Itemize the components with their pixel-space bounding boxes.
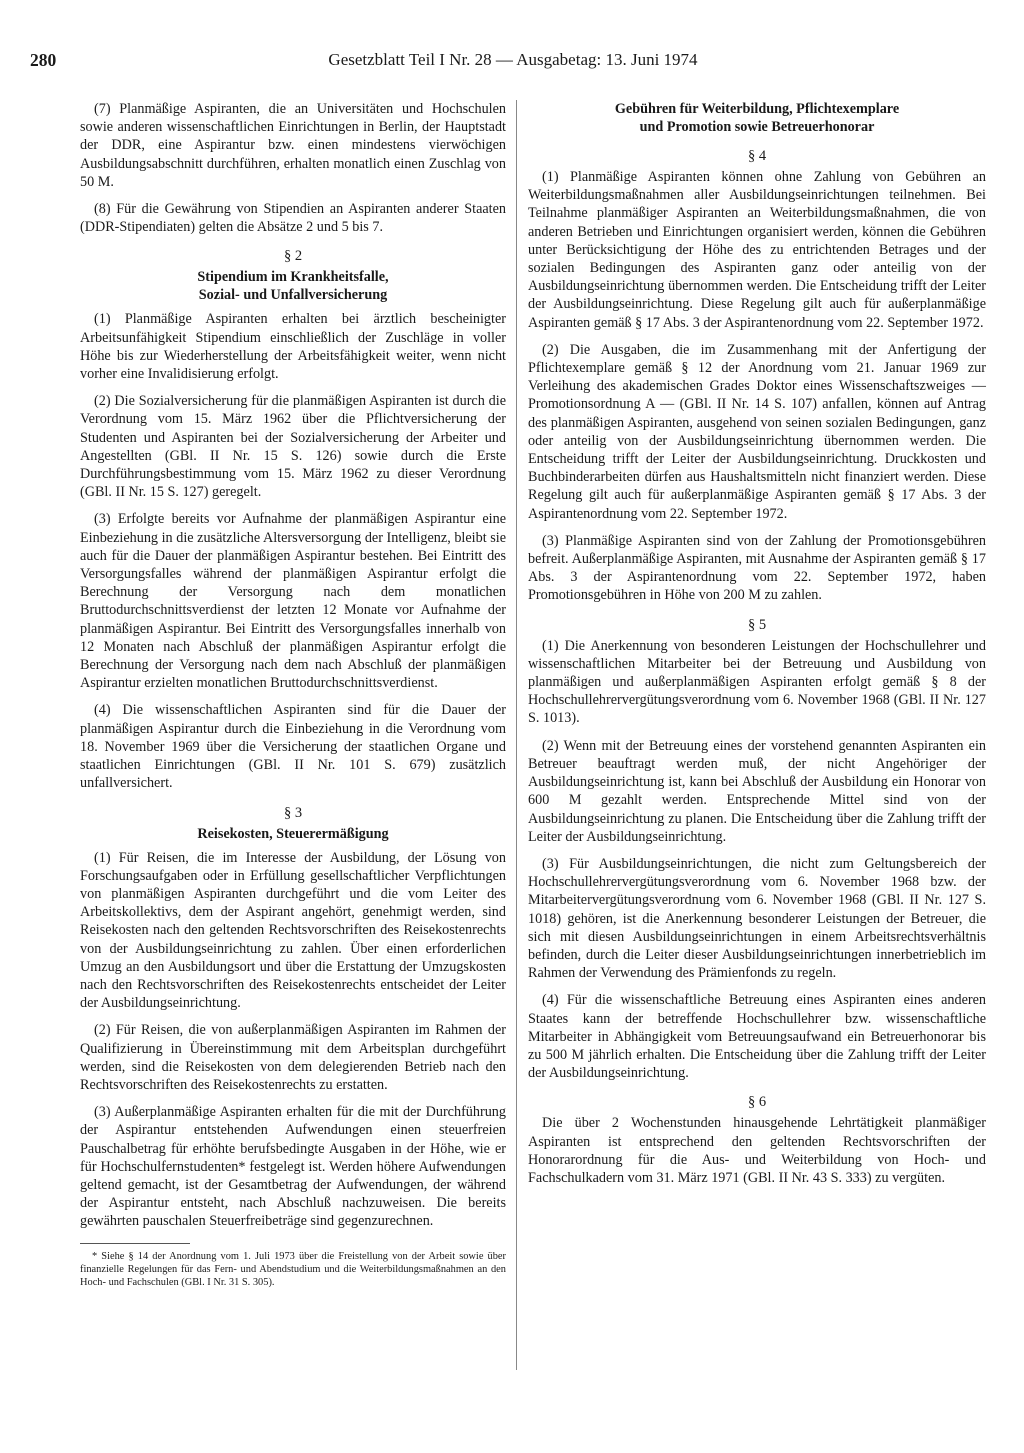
column-divider [516, 100, 517, 1370]
section-2-title [80, 268, 506, 304]
paragraph-6-1: Die über 2 Wochenstunden hinausgehende Lehrtätigkeit planmäßiger Aspiranten ist entsprechend den geltenden Rechtsvorschriften der Honorarordnung für die Aus- und Weiterbildung von Hoch- und Fachschulkadern vom 31. März 1971 (GBl. II Nr. 43 S. 333) zu vergüten. [528, 1115, 986, 1186]
paragraph-1-7: (7) Planmäßige Aspiranten, die an Universitäten und Hochschulen sowie anderen wissenschaftlichen Einrichtungen in Berlin, der Hauptstadt der DDR, eine Aspirantur bzw. einen mindestens vierwöchigen Ausbildungsabschnitt durchführen, erhalten monatlich einen Zuschlag von 50 M. [80, 101, 506, 190]
footnote-separator [80, 1243, 190, 1244]
footnote: * Siehe § 14 der Anordnung vom 1. Juli 1973 über die Freistellung von der Arbeit sowie über finanzielle Regelungen für das Fern- und Abendstudium und die Weiterbildungsmaßnahmen an den Hoch- und Fachschulen (GBl. I Nr. 31 S. 305). [80, 1250, 506, 1288]
paragraph-1-8: (8) Für die Gewährung von Stipendien an Aspiranten anderer Staaten (DDR-Stipendiaten) gelten die Absätze 2 und 5 bis 7. [80, 201, 506, 236]
right-heading-line-1: Gebühren für Weiterbildung, Pflichtexemplare [614, 101, 900, 117]
section-5-number: § 5 [747, 616, 767, 633]
right-column [528, 100, 986, 1196]
section-2-number: § 2 [283, 248, 303, 265]
section-3-number: § 3 [283, 804, 303, 821]
right-heading [528, 100, 986, 136]
paragraph-5-3: (3) Für Ausbildungseinrichtungen, die nicht zum Geltungsbereich der Hochschullehrervergütungsverordnung vom 6. November 1968 bzw. der Mitarbeitervergütungsverordnung vom 6. November 1968 (GBl. II Nr. 127 S. 1018) gehören, ist die Anerkennung besonderer Leistungen der Betreuer, die sich mit diesen Ausbildungseinrichtungen in einem Arbeitsrechtsverhältnis befinden, durch die Leiter dieser Ausbildungseinrichtungen innerbetrieblich im Rahmen der Verwendung des Prämienfonds zu regeln. [528, 855, 986, 982]
paragraph-2-1: (1) Planmäßige Aspiranten erhalten bei ärztlich bescheinigter Arbeitsunfähigkeit Stipendium einschließlich der Zuschläge in voller Höhe bis zur Wiederherstellung der Arbeitsfähigkeit weiter, wenn nicht vorher eine Invalidisierung erfolgt. [80, 311, 506, 383]
paragraph-5-2: (2) Wenn mit der Betreuung eines der vorstehend genannten Aspiranten ein Betreuer beauftragt werden muß, der nicht Angehöriger der Ausbildungseinrichtung ist, kann bei Abschluß der Ausbildung ein Honorar von 600 M gezahlt werden. Entsprechende Mittel sind von der Ausbildungseinrichtung zu planen. Die Entscheidung über die Zahlung trifft der Leiter der Ausbildungseinrichtung. [528, 737, 986, 845]
page-number: 280 [30, 50, 57, 70]
paragraph-3-2: (2) Für Reisen, die von außerplanmäßigen Aspiranten im Rahmen der Qualifizierung in Übereinstimmung mit dem Arbeitsplan durchgeführt werden, sind die Reisekosten von dem delegierenden Betrieb nach den Rechtsvorschriften des Reisekostenrechts zu erstatten. [80, 1022, 506, 1093]
right-heading-line-2: und Promotion sowie Betreuerhonorar [639, 119, 875, 135]
paragraph-2-4: (4) Die wissenschaftlichen Aspiranten sind für die Dauer der planmäßigen Aspirantur durch die Einbeziehung in die Verordnung vom 18. November 1969 über die Versicherung der staatlichen Organe und staatlichen Einrichtungen (GBl. II Nr. 101 S. 679) zusätzlich unfallversichert. [80, 702, 506, 792]
paragraph-5-1: (1) Die Anerkennung von besonderen Leistungen der Hochschullehrer und wissenschaftlichen Mitarbeiter bei der Betreuung und Ausbildung von planmäßigen und außerplanmäßigen Aspiranten erfolgt gemäß § 8 der Hochschullehrervergütungsverordnung vom 6. November 1968 (GBl. II Nr. 127 S. 1013). [528, 637, 986, 727]
paragraph-4-2: (2) Die Ausgaben, die im Zusammenhang mit der Anfertigung der Pflichtexemplare gemäß § 12 der Anordnung vom 21. Januar 1969 zur Verleihung des akademischen Grades Doktor eines Wissenschaftszweiges — Promotionsordnung A — (GBl. II Nr. 14 S. 107) anfallen, können auf Antrag des planmäßigen Aspiranten, ausgehend von seinen sozialen Bedingungen, ganz oder anteilig von der Ausbildungseinrichtung übernommen werden. Die Entscheidung trifft der Leiter der Ausbildungseinrichtung. Druckkosten und Buchbinderarbeiten dürfen aus Haushaltsmitteln nicht finanziert werden. Diese Regelung gilt auch für außerplanmäßige Aspiranten gemäß § 17 Abs. 3 der Aspirantenordnung vom 22. September 1972. [528, 341, 986, 522]
section-6-number: § 6 [747, 1094, 767, 1111]
section-3-title: Reisekosten, Steuerermäßigung [197, 825, 389, 842]
paragraph-4-3: (3) Planmäßige Aspiranten sind von der Zahlung der Promotionsgebühren befreit. Außerplanmäßige Aspiranten, mit Ausnahme der Aspiranten gemäß § 17 Abs. 3 der Aspirantenordnung vom 22. September 1972, haben Promotionsgebühren in Höhe von 200 M zu zahlen. [528, 532, 986, 604]
section-2-title-line-2: Sozial- und Unfallversicherung [198, 287, 388, 304]
paragraph-5-4: (4) Für die wissenschaftliche Betreuung eines Aspiranten eines anderen Staates kann der betreffende Hochschullehrer bzw. wissenschaftliche Mitarbeiter in Abhängigkeit vom Betreuungsaufwand ein Betreuerhonorar bis zu 500 M jährlich erhalten. Die Entscheidung über die Zahlung trifft der Leiter der Ausbildungseinrichtung. [528, 992, 986, 1082]
paragraph-4-1: (1) Planmäßige Aspiranten können ohne Zahlung von Gebühren an Weiterbildungsmaßnahmen aller Ausbildungseinrichtungen teilnehmen. Bei Teilnahme planmäßiger Aspiranten an Weiterbildungsmaßnahmen, die von anderen Betrieben und Einrichtungen organisiert werden, können die Gebühren unter Berücksichtigung der Höhe des zu entrichtenden Betrages und der sozialen Bedingungen des Aspiranten ganz oder anteilig von der Ausbildungseinrichtung übernommen werden. Die Entscheidung trifft der Leiter der Ausbildungseinrichtung. Diese Regelung gilt auch für außerplanmäßige Aspiranten gemäß § 17 Abs. 3 der Aspirantenordnung vom 22. September 1972. [528, 169, 986, 331]
paragraph-2-2: (2) Die Sozialversicherung für die planmäßigen Aspiranten ist durch die Verordnung vom 15. März 1962 über die Pflichtversicherung der Studenten und Aspiranten bei der Sozialversicherung der Arbeiter und Angestellten (GBl. II Nr. 15 S. 126) sowie durch die Erste Durchführungsbestimmung vom 15. März 1962 zu dieser Verordnung (GBl. II Nr. 15 S. 127) geregelt. [80, 393, 506, 501]
section-4-number: § 4 [747, 148, 767, 164]
page-header [30, 47, 996, 73]
paragraph-3-1: (1) Für Reisen, die im Interesse der Ausbildung, der Lösung von Forschungsaufgaben oder in Erfüllung gesellschaftlicher Verpflichtungen von planmäßigen Aspiranten durchgeführt und die vom Leiter des Arbeitskollektivs, dem der Aspirant angehört, genehmigt werden, sind Reisekosten nach den geltenden Rechtsvorschriften des Reisekostenrechts von der Ausbildungseinrichtung zu zahlen. Über einen erforderlichen Umzug an den Ausbildungsort und über die Erstattung der Umzugskosten nach den Rechtsvorschriften des Reisekostenrechts entscheidet der Leiter der Ausbildungseinrichtung. [80, 849, 506, 1012]
left-column [80, 100, 506, 1289]
paragraph-2-3: (3) Erfolgte bereits vor Aufnahme der planmäßigen Aspirantur eine Einbeziehung in die zusätzliche Altersversorgung der Intelligenz, bleibt sie auch für die Dauer der planmäßigen Aspirantur bestehen. Bei Eintritt des Versorgungsfalles während der planmäßigen Aspirantur erfolgt die Berechnung der Versorgung nach dem monatlichen Bruttodurchschnittsverdienst der letzten 12 Monate vor Aufnahme der planmäßigen Aspirantur. Bei Eintritt des Versorgungsfalles innerhalb von 12 Monaten nach Abschluß der planmäßigen Aspirantur erfolgt die Berechnung der Versorgung nach dem nach Abschluß der planmäßigen Aspirantur erzielten monatlichen Bruttodurchschnittsverdienst. [80, 511, 506, 692]
gazette-title: Gesetzblatt Teil I Nr. 28 — Ausgabetag: 13. Juni 1974 [328, 50, 698, 69]
section-2-title-line-1: Stipendium im Krankheitsfalle, [197, 269, 389, 286]
paragraph-3-3: (3) Außerplanmäßige Aspiranten erhalten für die mit der Durchführung der Aspirantur entstehenden Aufwendungen einen steuerfreien Pauschalbetrag für erhöhte berufsbedingte Ausgaben in der Höhe, wie er für Hochschulfernstudenten* festgelegt ist. Werden höhere Aufwendungen geltend gemacht, ist der Gesamtbetrag der Aufwendungen, der während der Aspirantur entsteht, nach Abschluß nachzuweisen. Die bereits gewährten pauschalen Steuerfreibeträge sind gegenzurechnen. [80, 1104, 506, 1230]
